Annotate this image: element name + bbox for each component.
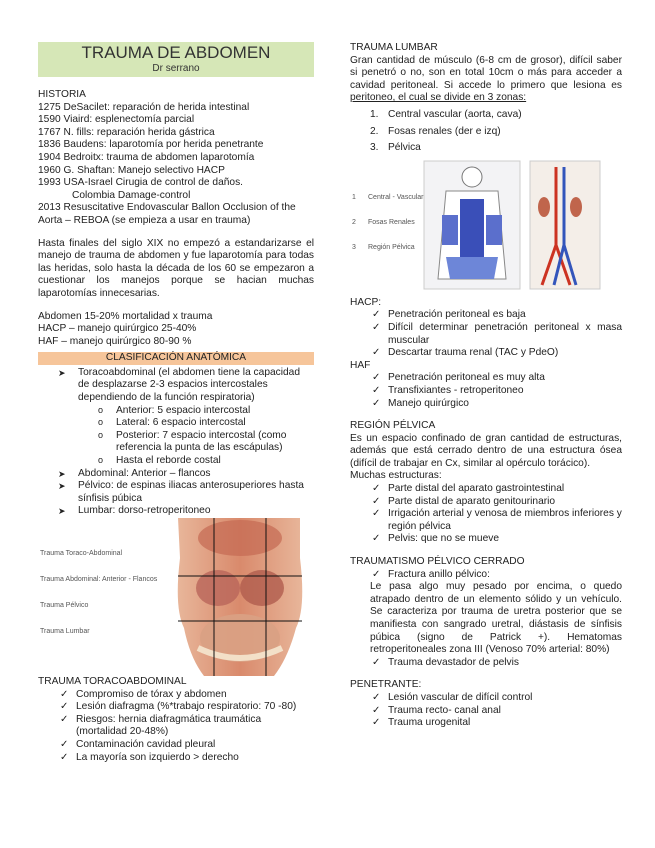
historia-item: 1836 Baudens: laparotomía por herida penetrante	[38, 139, 264, 151]
right-column	[350, 42, 622, 730]
cerrado-list-2	[350, 657, 622, 670]
lumbar-underlined: peritoneo, el cual se divide en 3 zonas:	[350, 92, 527, 104]
left-column	[38, 42, 314, 764]
zone-fig-label: Fosas Renales	[368, 218, 415, 226]
title-box	[38, 42, 314, 77]
historia-item: 1960 G. Shaftan: Manejo selectivo HACP	[38, 164, 225, 176]
list-item	[350, 126, 622, 139]
zone-fig-number: 1	[352, 193, 356, 201]
zone-number: 1.	[370, 108, 379, 120]
historia-section	[38, 89, 314, 228]
zones-figure	[350, 159, 622, 295]
pelvica-list	[350, 483, 622, 546]
figure-label: Trauma Pélvico	[40, 602, 89, 609]
list-item: ✓ Descartar trauma renal (TAC y PdeO)	[350, 347, 622, 360]
list-item: o Posterior: 7 espacio intercostal (como referencia la punta de las escápulas)	[38, 430, 314, 455]
list-item: ✓ Parte distal del aparato gastrointestinal	[350, 483, 622, 496]
pelvica-heading: REGIÓN PÉLVICA	[350, 420, 436, 432]
historia-heading: HISTORIA	[38, 89, 86, 100]
list-item: ✓ Parte distal de aparato genitourinario	[350, 496, 622, 509]
list-item: ✓ Irrigación arterial y venosa de miembros inferiores y región pélvica	[350, 508, 622, 533]
list-item	[350, 142, 622, 155]
zones-list	[350, 109, 622, 155]
torso-illustration	[38, 518, 314, 676]
list-item: ✓ Lesión vascular de difícil control	[350, 692, 622, 705]
list-item: ✓ Lesión diafragma (%*trabajo respiratorio: 70 -80)	[38, 701, 314, 714]
historia-item: 1590 Viaird: esplenectomía parcial	[38, 114, 195, 126]
figure-label: Trauma Lumbar	[40, 628, 90, 635]
cerrado-heading: TRAUMATISMO PÉLVICO CERRADO	[350, 556, 525, 568]
zone-number: 3.	[370, 142, 379, 154]
cerrado-list	[350, 569, 622, 582]
cerrado-text: Le pasa algo muy pesado por encima, o quedo atrapado dentro de un elemento sólido y un vehículo. Se caracteriza por trauma de uretra posterior que se manifiesta con sangrado uretral, diástasis de sínfisis púbica (signo de Patrick +). Hematomas retroperitoneales zona III (Venoso 70% arterial: 80%)	[370, 581, 622, 656]
list-item: o Anterior: 5 espacio intercostal	[38, 405, 314, 418]
haf-list	[350, 372, 622, 410]
lumbar-text	[350, 55, 622, 105]
list-item: ✓ Penetración peritoneal es baja	[350, 309, 622, 322]
zone-fig-label: Región Pélvica	[368, 243, 415, 251]
list-item: o Hasta el reborde costal	[38, 455, 314, 468]
stats	[38, 311, 314, 349]
hacp-list	[350, 309, 622, 359]
pelvica-subheading: Muchas estructuras:	[350, 470, 442, 482]
list-item: o Lateral: 6 espacio intercostal	[38, 417, 314, 430]
list-item: ➤ Toracoabdominal (el abdomen tiene la capacidad de desplazarse 2-3 espacios intercostales dependiendo de la función respiratoria)	[38, 367, 314, 405]
list-item	[350, 109, 622, 122]
historia-item: Colombia Damage-control	[72, 189, 191, 201]
clasificacion-heading: CLASIFICACIÓN ANATÓMICA	[38, 352, 314, 365]
toracoabdominal-list	[38, 689, 314, 765]
historia-item: 1904 Bedroitx: trauma de abdomen laparotomía	[38, 151, 255, 163]
list-item: ➤ Lumbar: dorso-retroperitoneo	[38, 505, 314, 518]
list-item: ✓ Trauma recto- canal anal	[350, 705, 622, 718]
hacp-heading: HACP:	[350, 296, 382, 308]
zone-fig-number: 3	[352, 243, 356, 251]
historia-item: 2013 Resuscitative Endovascular Ballon Occlusion of the Aorta – REBOA (se empieza a usar en trauma)	[38, 202, 296, 226]
list-item: ✓ Penetración peritoneal es muy alta	[350, 372, 622, 385]
list-item: ✓ Fractura anillo pélvico:	[350, 569, 622, 582]
list-item: ✓ Trauma devastador de pelvis	[350, 657, 622, 670]
list-item: ✓ La mayoría son izquierdo > derecho	[38, 752, 314, 765]
penetrante-heading: PENETRANTE:	[350, 679, 422, 691]
author: Dr serrano	[152, 63, 200, 74]
list-item: ✓ Transfixiantes - retroperitoneo	[350, 385, 622, 398]
toracoabdominal-heading: TRAUMA TORACOABDOMINAL	[38, 676, 187, 687]
clasificacion-list	[38, 367, 314, 405]
stat-line: HACP – manejo quirúrgico 25-40%	[38, 323, 197, 335]
zone-number: 2.	[370, 125, 379, 137]
historia-item: 1993 USA-Israel Cirugia de control de daños.	[38, 177, 243, 189]
stat-line: HAF – manejo quirúrgico 80-90 %	[38, 335, 192, 347]
abdomen-regions-figure	[38, 518, 314, 676]
stat-line: Abdomen 15-20% mortalidad x trauma	[38, 310, 213, 322]
list-item: ✓ Contaminación cavidad pleural	[38, 739, 314, 752]
lumbar-heading: TRAUMA LUMBAR	[350, 42, 438, 53]
toraco-sublist	[38, 405, 314, 468]
historia-item: 1767 N. fills: reparación herida gástrica	[38, 126, 215, 138]
zone-fig-number: 2	[352, 218, 356, 226]
list-item: ✓ Riesgos: hernia diafragmática traumática (mortalidad 20-48%)	[38, 714, 314, 739]
zone-label: Fosas renales (der e izq)	[388, 125, 501, 137]
zone-label: Central vascular (aorta, cava)	[388, 108, 522, 120]
clasificacion-list-2	[38, 468, 314, 518]
lumbar-body: Gran cantidad de músculo (6-8 cm de grosor), difícil saber si penetró o no, son en total 10cm o más para acceder a cavidad peritoneal. Si accede lo primero que lesiona es	[350, 54, 622, 91]
list-item: ✓ Manejo quirúrgico	[350, 398, 622, 411]
figure-label: Trauma Toraco-Abdominal	[40, 550, 123, 557]
list-item: ✓ Trauma urogenital	[350, 717, 622, 730]
list-item: ✓ Pelvis: que no se mueve	[350, 533, 622, 546]
list-item: ➤ Abdominal: Anterior – flancos	[38, 468, 314, 481]
haf-heading: HAF	[350, 359, 371, 371]
list-item: ✓ Compromiso de tórax y abdomen	[38, 689, 314, 702]
list-item: ➤ Pélvico: de espinas iliacas anterosuperiores hasta sínfisis púbica	[38, 480, 314, 505]
penetrante-list	[350, 692, 622, 730]
zone-label: Pélvica	[388, 142, 421, 154]
zone-fig-label: Central - Vascular	[368, 193, 424, 201]
intro-paragraph: Hasta finales del siglo XIX no empezó a estandarizarse el manejo de trauma de abdomen y fue laparotomía para todas las heridas, solo hasta la década de los 60 se empezaron a cuestionar los manejos porque se hacian muchas laparotomías innecesarias.	[38, 237, 314, 299]
pelvica-text: Es un espacio confinado de gran cantidad de estructuras, además que está cerrado dentro de una estructura ósea (difícil de trabajar en Cx, similar al opérculo torácico).	[350, 432, 622, 469]
list-item: ✓ Difícil determinar penetración peritoneal x masa muscular	[350, 322, 622, 347]
historia-item: 1275 DeSacilet: reparación de herida intestinal	[38, 101, 250, 113]
page-title: TRAUMA DE ABDOMEN	[81, 43, 271, 62]
figure-label: Trauma Abdominal: Anterior - Flancos	[40, 576, 158, 583]
